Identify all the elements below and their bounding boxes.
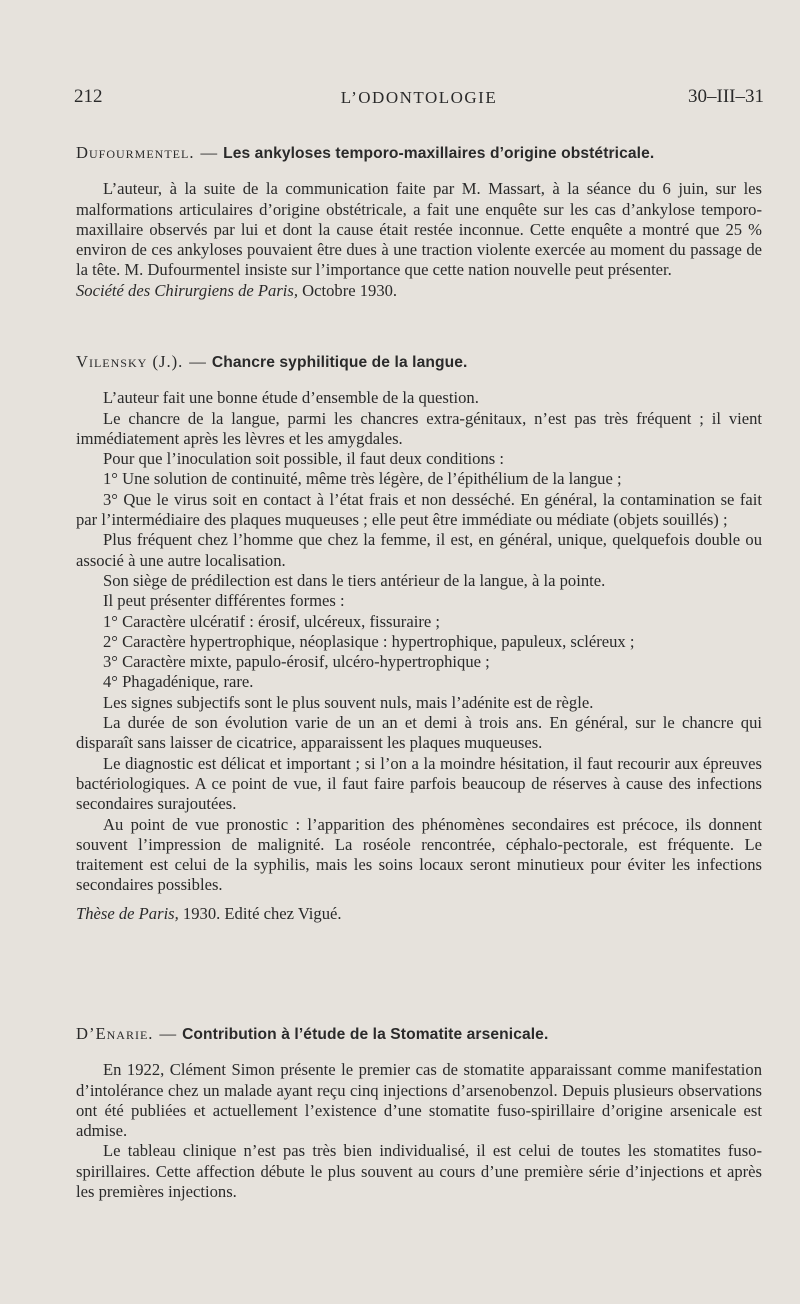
article-vilensky	[76, 352, 762, 924]
article-source	[76, 281, 762, 301]
paragraph: Le tableau clinique n’est pas très bien individualisé, il est celui de toutes les stomatites fuso-spirillaires. Cette affection débute le plus souvent au cours d’une première série d’injections et après les premières injections.	[76, 1141, 762, 1202]
paragraph: 2° Caractère hypertrophique, néoplasique : hypertrophique, papuleux, scléreux ;	[103, 631, 635, 651]
article-title: Chancre syphilitique de la langue.	[211, 354, 468, 371]
article-author: Vilensky (J.).	[76, 352, 184, 371]
journal-title: L’ODONTOLOGIE	[340, 88, 498, 107]
article-body	[76, 388, 762, 924]
source-journal: Thèse de Paris,	[76, 903, 179, 923]
article-body	[76, 1060, 762, 1202]
page-number: 212	[74, 86, 103, 107]
paragraph: La durée de son évolution varie de un an et demi à trois ans. En général, sur le chancre qui disparaît sans laisser de cicatrice, apparaissent les plaques muqueuses.	[76, 713, 762, 753]
paragraph: Le diagnostic est délicat et important ; si l’on a la moindre hésitation, il faut recourir aux épreuves bactériologiques. A ce point de vue, il faut faire parfois beaucoup de réserves à cause des infections secondaires surajoutées.	[76, 753, 762, 814]
source-date: Octobre 1930.	[298, 280, 398, 300]
paragraph: L’auteur fait une bonne étude d’ensemble de la question.	[103, 388, 479, 408]
paragraph: Au point de vue pronostic : l’apparition des phénomènes secondaires est précoce, ils donnent souvent l’impression de malignité. La roséole rencontrée, céphalo-pectorale, est fréquente. Le traitement est celui de la syphilis, mais les soins locaux seront minutieux pour éviter les infections secondaires possibles.	[76, 814, 762, 895]
paragraph: Le chancre de la langue, parmi les chancres extra-génitaux, n’est pas très fréquent ; il vient immédiatement après les lèvres et les amygdales.	[76, 408, 762, 448]
paragraph: Pour que l’inoculation soit possible, il faut deux conditions :	[103, 449, 504, 469]
paragraph: En 1922, Clément Simon présente le premier cas de stomatite apparaissant comme manifestation d’intolérance chez un malade ayant reçu cinq injections d’arsenobenzol. Depuis plusieurs observations ont été publiées et actuellement l’existence d’une stomatite fuso-spirillaire d’origine arsenicale est admise.	[76, 1060, 762, 1141]
article-heading	[76, 143, 762, 164]
article-source	[76, 904, 762, 924]
article-heading	[76, 352, 762, 373]
article-heading	[76, 1024, 762, 1045]
issue-date: 30–III–31	[688, 86, 764, 107]
article-author: D’Enarie.	[76, 1024, 154, 1043]
article-title: Les ankyloses temporo-maxillaires d’origine obstétricale.	[223, 145, 655, 162]
paragraph: 4° Phagadénique, rare.	[103, 672, 254, 692]
heading-dash: —	[159, 1024, 177, 1043]
paragraph: L’auteur, à la suite de la communication faite par M. Massart, à la séance du 6 juin, sur les malformations articulaires d’origine obstétricale, a fait une enquête sur les cas d’ankylose temporo-maxillaire observés par lui et dont la cause était restée inconnue. Cette enquête a montré que 25 % environ de ces ankyloses pouvaient être dues à une traction violente exercée au moment du passage de la tête. M. Dufourmentel insiste sur l’importance que cette nation nouvelle peut présenter.	[76, 179, 762, 280]
article-dufourmentel	[76, 143, 762, 301]
paragraph: Il peut présenter différentes formes :	[103, 591, 345, 611]
paragraph: 1° Caractère ulcératif : érosif, ulcéreux, fissuraire ;	[103, 611, 440, 631]
paragraph: 3° Que le virus soit en contact à l’état frais et non desséché. En général, la contamination se fait par l’intermédiaire des plaques muqueuses ; elle peut être immédiate ou médiate (objets souillés) ;	[76, 489, 762, 530]
paragraph: 1° Une solution de continuité, même très légère, de l’épithélium de la langue ;	[103, 469, 622, 489]
article-author: Dufourmentel.	[76, 143, 195, 162]
paragraph: Son siège de prédilection est dans le tiers antérieur de la langue, à la pointe.	[103, 570, 606, 590]
article-denarie	[76, 1024, 762, 1202]
article-body	[76, 179, 762, 301]
heading-dash: —	[200, 143, 218, 162]
heading-dash: —	[189, 352, 206, 371]
article-title: Contribution à l’étude de la Stomatite arsenicale.	[182, 1026, 549, 1043]
paragraph: 3° Caractère mixte, papulo-érosif, ulcéro-hypertrophique ;	[103, 652, 490, 672]
source-date: 1930. Edité chez Vigué.	[178, 903, 342, 923]
running-head	[74, 86, 764, 110]
paragraph: Plus fréquent chez l’homme que chez la femme, il est, en général, unique, quelquefois double ou associé à une autre localisation.	[76, 530, 762, 570]
source-journal: Société des Chirurgiens de Paris,	[76, 280, 298, 300]
paragraph: Les signes subjectifs sont le plus souvent nuls, mais l’adénite est de règle.	[103, 692, 594, 712]
